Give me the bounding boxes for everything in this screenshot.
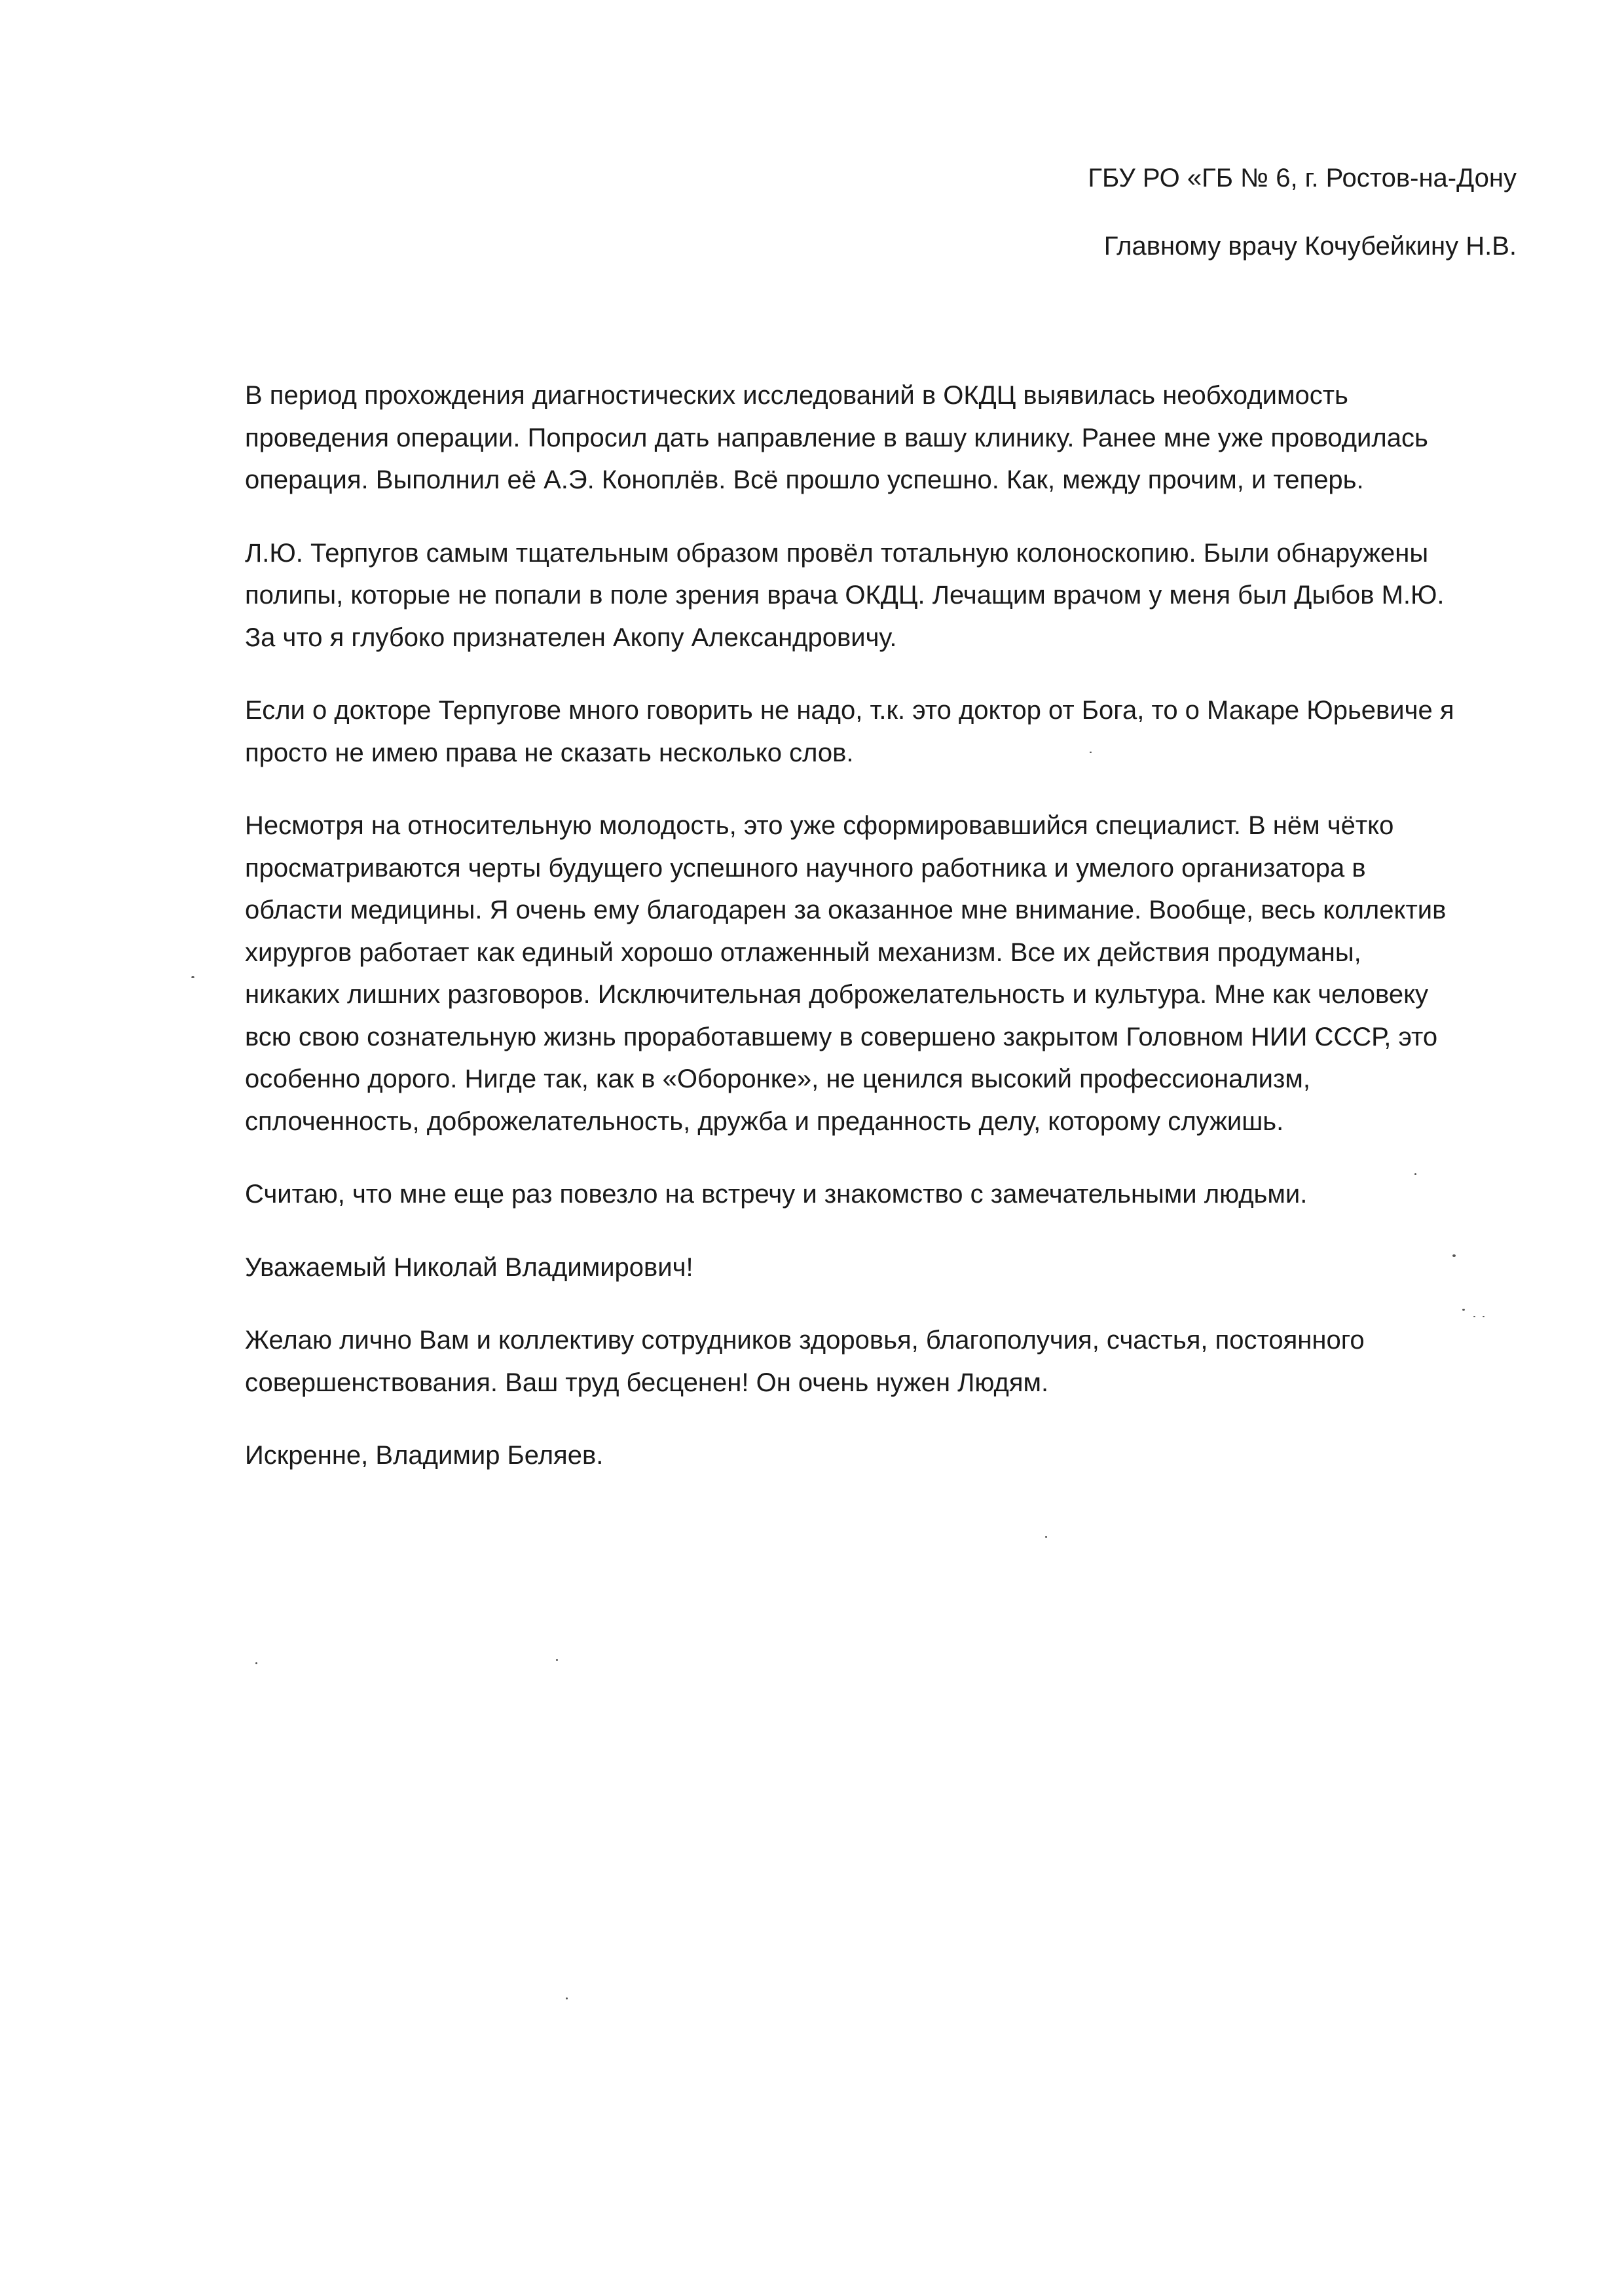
text-line: сплоченность, доброжелательность, дружба и преданность делу, которому служишь. xyxy=(245,1106,1284,1136)
scan-speck xyxy=(1090,752,1092,753)
salutation xyxy=(245,1247,1528,1289)
text-line: За что я глубоко признателен Акопу Александровичу. xyxy=(245,623,897,652)
text-line: области медицины. Я очень ему благодарен за оказанное мне внимание. Вообще, весь коллектив xyxy=(245,896,1447,924)
text-line: особенно дорого. Нигде так, как в «Оборонке», не ценился высокий профессионализм, xyxy=(245,1065,1310,1093)
paragraph-lucky xyxy=(245,1173,1528,1216)
scan-speck xyxy=(566,1997,568,1999)
scan-speck xyxy=(1462,1309,1465,1311)
paragraph-diagnostics xyxy=(245,374,1528,501)
addressee-recipient: Главному врачу Кочубейкину Н.В. xyxy=(1103,232,1517,261)
paragraph-specialist xyxy=(245,805,1528,1142)
text-line: проведения операции. Попросил дать направление в вашу клинику. Ранее мне уже проводилась xyxy=(245,423,1428,452)
text-line: всю свою сознательную жизнь проработавшему в совершено закрытом Головном НИИ СССР, это xyxy=(245,1022,1438,1051)
text-line: просто не имею права не сказать несколько слов. xyxy=(245,738,854,767)
addressee-block xyxy=(862,162,1517,262)
scan-speck xyxy=(1414,1173,1416,1175)
scan-speck xyxy=(255,1662,257,1664)
text-line: никаких лишних разговоров. Исключительная доброжелательность и культура. Мне как человеку xyxy=(245,980,1429,1009)
text-line: совершенствования. Ваш труд бесценен! Он очень нужен Людям. xyxy=(245,1368,1049,1397)
text-line: Считаю, что мне еще раз повезло на встречу и знакомство с замечательными людьми. xyxy=(245,1180,1308,1209)
text-line: операция. Выполнил её А.Э. Коноплёв. Всё прошло успешно. Как, между прочим, и теперь. xyxy=(245,465,1364,494)
scan-speck xyxy=(1452,1254,1456,1257)
paragraph-colonoscopy xyxy=(245,532,1528,659)
text-line: Л.Ю. Терпугов самым тщательным образом провёл тотальную колоноскопию. Были обнаружены xyxy=(245,538,1429,568)
paragraph-doctor-words xyxy=(245,689,1528,774)
scan-speck xyxy=(1483,1316,1485,1317)
paragraph-wishes xyxy=(245,1319,1528,1404)
text-line: Искренне, Владимир Беляев. xyxy=(245,1441,604,1470)
scan-speck xyxy=(1473,1316,1475,1317)
scan-speck xyxy=(556,1659,558,1661)
signature-line xyxy=(245,1434,1528,1477)
text-line: Если о докторе Терпугове много говорить не надо, т.к. это доктор от Бога, то о Макаре Юрьевиче я xyxy=(245,696,1454,725)
text-line: Желаю лично Вам и коллективу сотрудников здоровья, благополучия, счастья, постоянного xyxy=(245,1326,1365,1355)
text-line: просматриваются черты будущего успешного научного работника и умелого организатора в xyxy=(245,853,1366,883)
text-line: хирургов работает как единый хорошо отлаженный механизм. Все их действия продуманы, xyxy=(245,938,1361,967)
scan-speck xyxy=(1045,1536,1047,1538)
text-line: полипы, которые не попали в поле зрения врача ОКДЦ. Лечащим врачом у меня был Дыбов М.Ю. xyxy=(245,581,1445,610)
text-line: В период прохождения диагностических исследований в ОКДЦ выявилась необходимость xyxy=(245,381,1348,410)
text-line: Уважаемый Николай Владимирович! xyxy=(245,1252,693,1282)
scan-speck xyxy=(191,976,194,978)
addressee-institution: ГБУ РО «ГБ № 6, г. Ростов-на-Дону xyxy=(1088,164,1517,192)
letter-body xyxy=(245,374,1528,1508)
text-line: Несмотря на относительную молодость, это уже сформировавшийся специалист. В нём чётко xyxy=(245,811,1394,840)
